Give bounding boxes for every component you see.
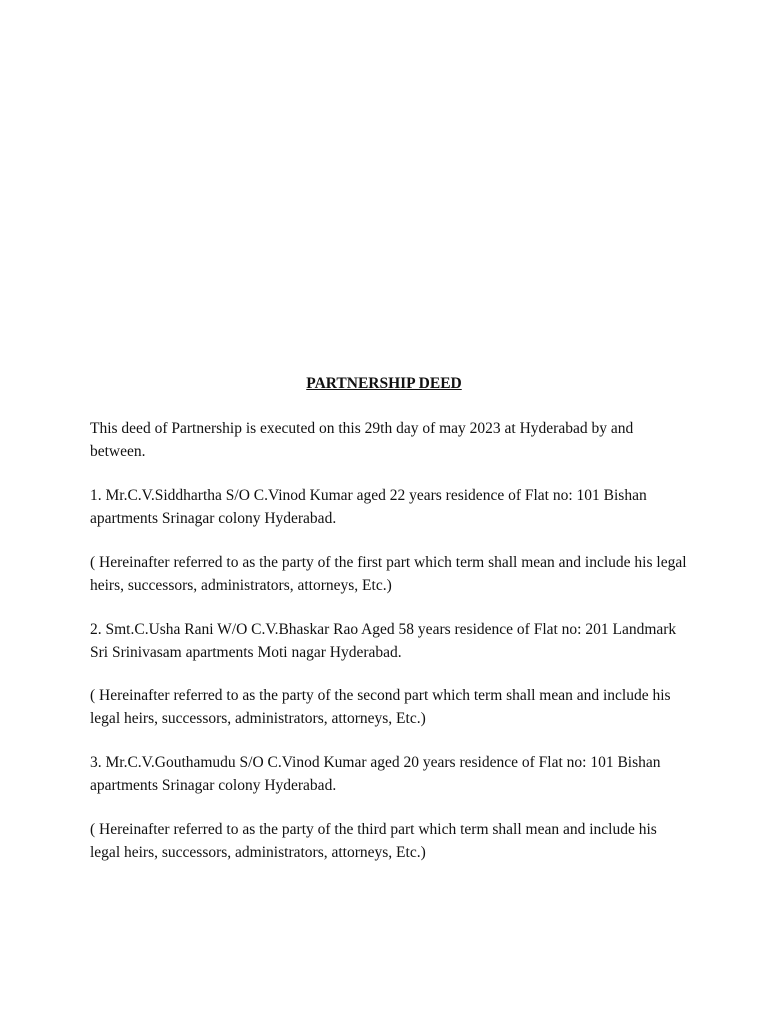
intro-paragraph: This deed of Partnership is executed on this 29th day of may 2023 at Hyderabad by and between. [90,420,634,460]
party-2-clause: ( Hereinafter referred to as the party of the second part which term shall mean and include his legal heirs, successors, administrators, attorneys, Etc.) [90,687,671,727]
party-1-clause: ( Hereinafter referred to as the party of the first part which term shall mean and include his legal heirs, successors, administrators, attorneys, Etc.) [90,554,687,594]
party-3-clause: ( Hereinafter referred to as the party of the third part which term shall mean and include his legal heirs, successors, administrators, attorneys, Etc.) [90,821,657,861]
party-3-details: 3. Mr.C.V.Gouthamudu S/O C.Vinod Kumar aged 20 years residence of Flat no: 101 Bishan apartments Srinagar colony Hyderabad. [90,754,661,794]
party-1-details: 1. Mr.C.V.Siddhartha S/O C.Vinod Kumar aged 22 years residence of Flat no: 101 Bishan apartments Srinagar colony Hyderabad. [90,487,647,527]
party-2-details: 2. Smt.C.Usha Rani W/O C.V.Bhaskar Rao Aged 58 years residence of Flat no: 201 Landmark Sri Srinivasam apartments Moti nagar Hyderabad. [90,621,677,661]
document-title: PARTNERSHIP DEED [306,375,462,392]
